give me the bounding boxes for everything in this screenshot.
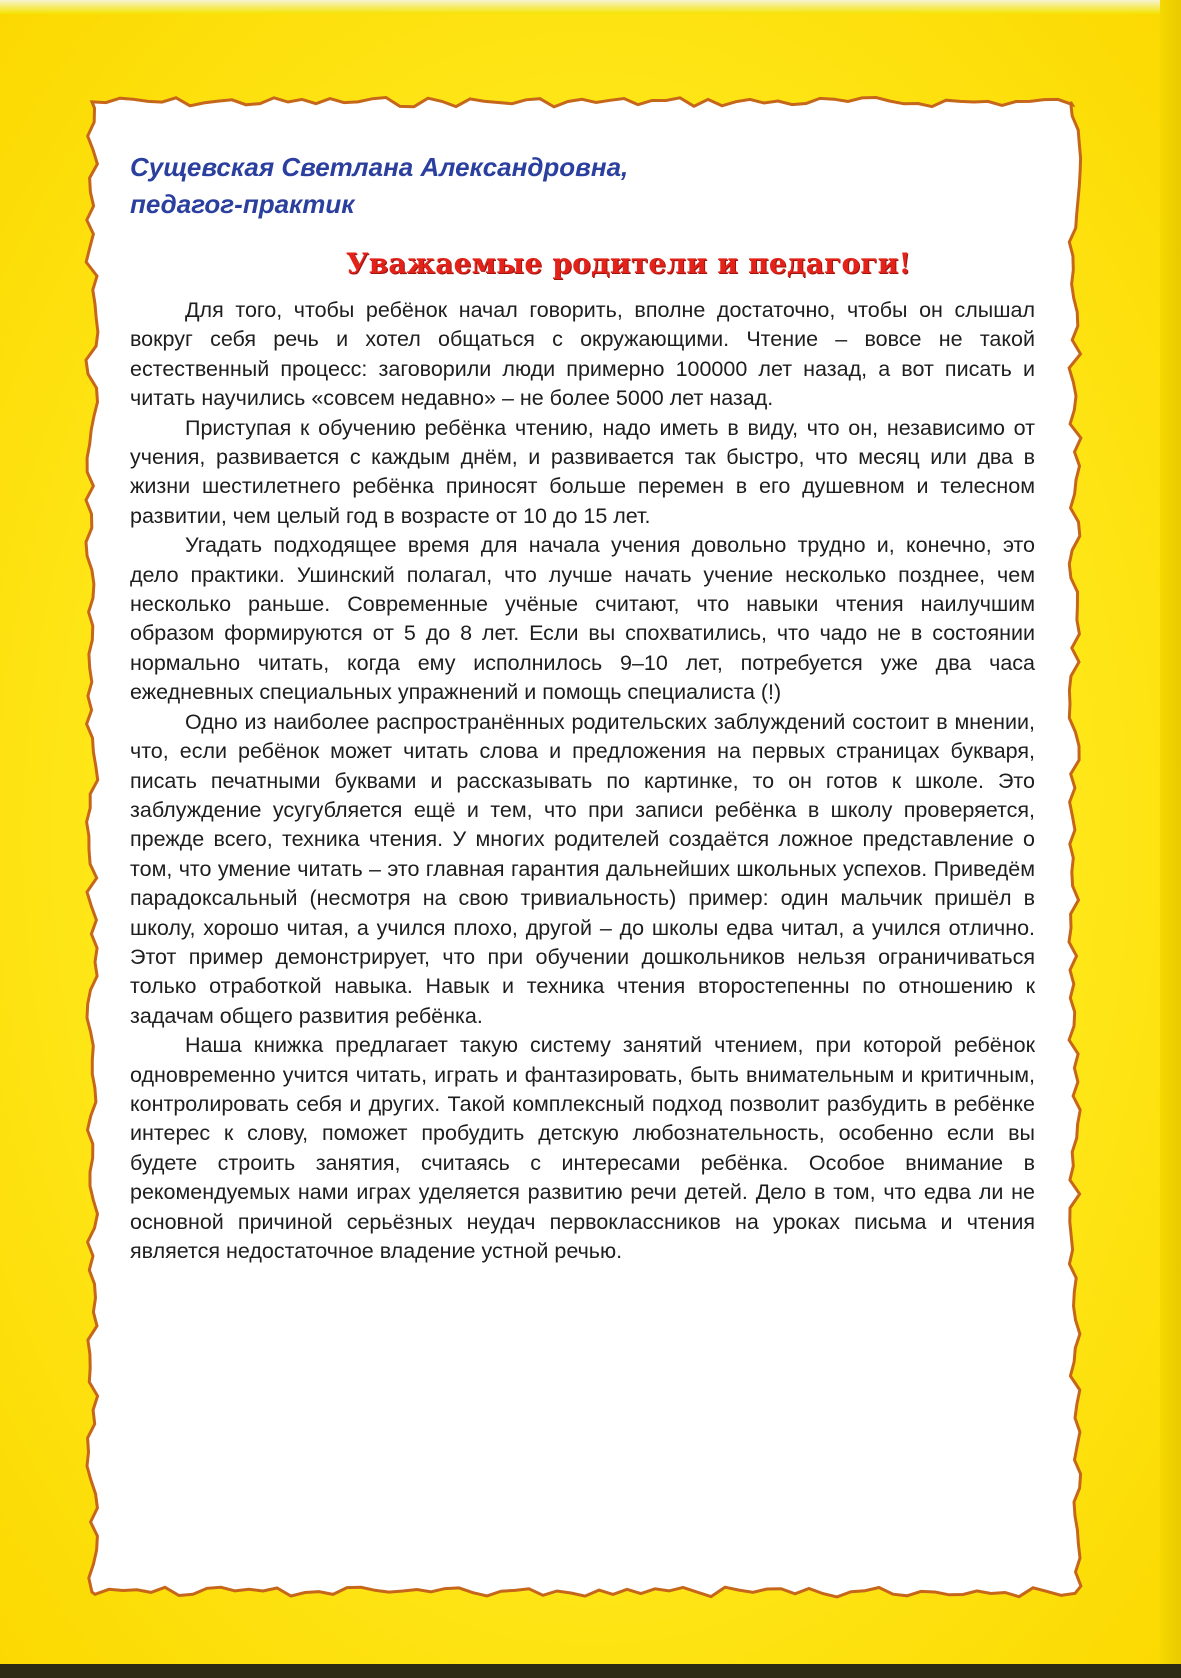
paragraph-1: Для того, чтобы ребёнок начал говорить, вполне достаточно, чтобы он слышал вокруг себя речь и хотел общаться с окружающими. Чтение – вовсе не такой естественный процесс: заговорили люди примерно 100000 лет назад, а вот писать и читать научились «совсем недавно» – не более 5000 лет назад. [130, 298, 1035, 411]
paragraph-4: Одно из наиболее распространённых родительских заблуждений состоит в мнении, что, если ребёнок может читать слова и предложения на первых страницах букваря, писать печатными буквами и рассказывать по картинке, то он готов к школе. Это заблуждение усугубляется ещё и тем, что при записи ребёнка в школу проверяется, прежде всего, техника чтения. У многих родителей создаётся ложное представление о том, что умение читать – это главная гарантия дальнейших школьных успехов. Приведём парадоксальный (несмотря на свою тривиальность) пример: один мальчик пришёл в школу, хорошо читая, а учился плохо, другой – до школы едва читал, а учился отлично. Этот пример демонстрирует, что при обучении дошкольников нельзя ограничиваться только отработкой навыка. Навык и техника чтения второстепенны по отношению к задачам общего развития ребёнка. [130, 709, 1035, 1028]
author-block [130, 149, 1035, 223]
author-role: педагог-практик [130, 189, 355, 219]
body-text [130, 296, 1035, 1266]
paper-content [120, 130, 1035, 1266]
paragraph-3: Угадать подходящее время для начала учения довольно трудно и, конечно, это дело практики. Ушинский полагал, что лучше начать учение несколько позднее, чем несколько раньше. Современные учёные считают, что навыки чтения наилучшим образом формируются от 5 до 8 лет. Если вы спохватились, что чадо не в состоянии нормально читать, когда ему исполнилось 9–10 лет, потребуется уже два часа ежедневных специальных упражнений и помощь специалиста (!) [130, 533, 1035, 705]
author-name: Сущевская Светлана Александровна, [130, 152, 629, 182]
paragraph-2: Приступая к обучению ребёнка чтению, надо иметь в виду, что он, независимо от учения, развивается с каждым днём, и развивается так быстро, что месяц или два в жизни шестилетнего ребёнка приносят больше перемен в его душевном и телесном развитии, чем целый год в возрасте от 10 до 15 лет. [130, 415, 1035, 528]
paragraph-5: Наша книжка предлагает такую систему занятий чтением, при которой ребёнок одновременно учится читать, играть и фантазировать, быть внимательным и критичным, контролировать себя и других. Такой комплексный подход позволит разбудить в ребёнке интерес к слову, поможет пробудить детскую любознательность, особенно если вы будете строить занятия, считаясь с интересами ребёнка. Особое внимание в рекомендуемых нами играх уделяется развитию речи детей. Дело в том, что едва ли не основной причиной серьёзных неудач первоклассников на уроках письма и чтения является недостаточное владение устной речью. [130, 1033, 1035, 1263]
page-heading: Уважаемые родители и педагоги! [345, 247, 912, 280]
